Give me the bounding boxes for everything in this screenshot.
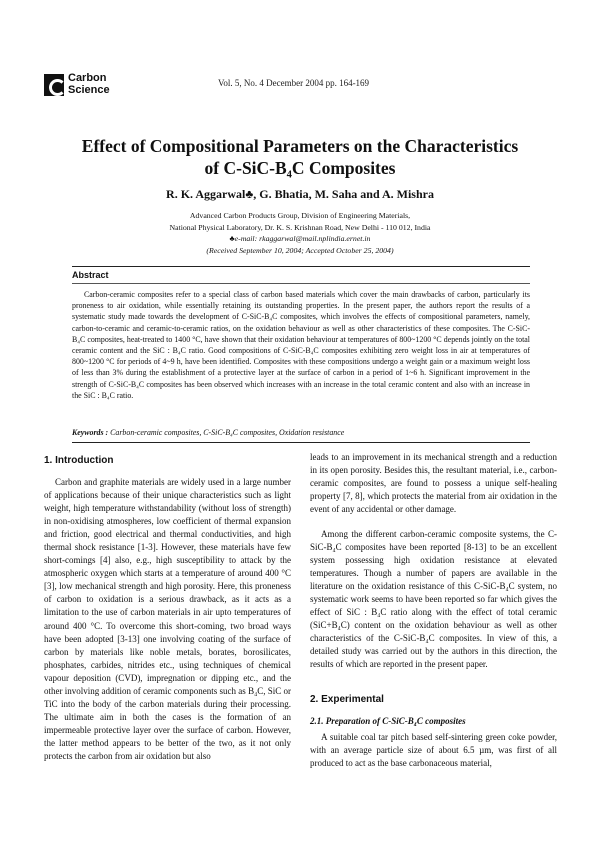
experimental-paragraph-1: A suitable coal tar pitch based self-sintering green coke powder, with an average particle size of about 6.5 µm, was first of all produced to act as the base carbonaceous material,	[310, 732, 557, 769]
intro-paragraph-1: Carbon and graphite materials are widely used in a large number of applications because of their unique characteristics such as light weight, high temperature withstandability (without loss of strength) in non-oxidising atmospheres, low coefficient of thermal expansion and friction, good electrical and thermal conductivities, and high thermal shock resistance [1-3]. However, these materials have few short-comings [4] also, e.g., high susceptibility to attack by the atmospheric oxygen which starts at a temperature of around 400 °C [3], low mechanical strength and high porosity. Here, this proneness of carbon to oxidation is a serious drawback, as it acts as a limitation to the use of carbon materials in air upto temperatures of around 400 °C. To overcome this short-coming, two broad ways have been adopted [3-13] one involving coating of the surface of carbon by materials like noble metals, borates, borosilicates, phosphates, carbides, nitrides etc., using techniques of chemical vapour deposition (CVD), impregnation or dipping etc., and the other involving addition of ceramic components such as B₄C, SiC or TiC into the body of the carbon materials during their processing. The ultimate aim in both the cases is the formation of an impermeable protective layer over the surface of carbon. However, the latter method appears to be better of the two, as it not only protects the carbon from air oxidation but also	[44, 477, 291, 761]
paper-title: Effect of Compositional Parameters on the Characteristics of C-SiC-B₄C Composites	[81, 136, 519, 178]
abstract-heading: Abstract	[72, 270, 109, 280]
intro-paragraph-3: Among the different carbon-ceramic composite systems, the C-SiC-B₄C composites have been reported [8-13] to be an excellent system possessing high oxidation resistance at elevated temperatures. Though a number of papers are available in the literature on the oxidation resistance of this C-SiC-B₄C system, no systematic work seems to have been reported so far which gives the effect of SiC : B₄C ratio along with the effect of total ceramic (SiC+B₄C) content on the oxidation behaviour as well as other characteristics of the C-SiC-B₄C composites. In view of this, a detailed study was carried out by the authors in this direction, the results of which are reported in the present paper.	[310, 529, 557, 670]
journal-name: Carbon Science	[68, 72, 110, 96]
authors: R. K. Aggarwal♣, G. Bhatia, M. Saha and A. Mishra	[166, 187, 434, 201]
keywords: Keywords : Carbon-ceramic composites, C-SiC-B₄C composites, Oxidation resistance	[72, 428, 345, 437]
journal-logo	[44, 72, 124, 100]
section-heading-experimental: 2. Experimental	[310, 694, 384, 705]
subsection-heading-preparation: 2.1. Preparation of C-SiC-B₄C composites	[310, 716, 466, 726]
affiliation: Advanced Carbon Products Group, Division of Engineering Materials, National Physical Laboratory, Dr. K. S. Krishnan Road, New Delhi - 110 012, India ♣e-mail: rkaggarwal@mail.nplindia.ernet.in (Received September 10, 2004; Accepted October 25, 2004)	[0, 210, 600, 256]
abstract-top-rule	[72, 266, 530, 267]
section-heading-introduction: 1. Introduction	[44, 455, 114, 466]
carbon-science-logo-icon	[44, 74, 64, 96]
intro-paragraph-2: leads to an improvement in its mechanical strength and a reduction in its open porosity. Besides this, the resultant material, i.e., carbon-ceramic composites, are found to possess a unique self-healing property [7, 8], which protects the material from air oxidation in the event of any accidental or other damage.	[310, 452, 557, 515]
corresponding-email: ♣e-mail: rkaggarwal@mail.nplindia.ernet.in	[229, 234, 371, 243]
abstract-text: Carbon-ceramic composites refer to a special class of carbon based materials which cover the main drawbacks of carbon, particularly its proneness to air oxidation, while essentially retaining its outstanding properties. In the present paper, the authors report the results of a systematic study made towards the development of C-SiC-B₄C composites, which involves the effects of compositional parameters, namely, carbon-to-ceramic and ceramic-to-ceramic ratios, on the oxidation behaviour as well as other characteristics of these composites. The C-SiC-B₄C composites, heat-treated to 1400 °C, have shown that their oxidation behaviour at temperatures of 800~1200 °C depends jointly on the total ceramic content and the SiC : B₄C ratio. Good compositions of C-SiC-B₄C composites exhibiting zero weight loss in air at temperatures of 800~1200 °C for periods of 4~9 h, have been identified. Composites with these compositions undergo a weight gain or a maximum weight loss of less than 3% during the establishment of a protective layer at the surface of carbon in a period of 1~6 h. Significant improvement in the strength of C-SiC-B₄C composites has been observed which increases with an increase in the total ceramic content and also with an increase in the SiC : B₄C ratio.	[72, 290, 530, 400]
abstract-heading-rule	[72, 283, 530, 284]
abstract-bottom-rule	[72, 442, 530, 443]
issue-info: Vol. 5, No. 4 December 2004 pp. 164-169	[218, 78, 370, 88]
received-dates: (Received September 10, 2004; Accepted October 25, 2004)	[206, 245, 394, 255]
